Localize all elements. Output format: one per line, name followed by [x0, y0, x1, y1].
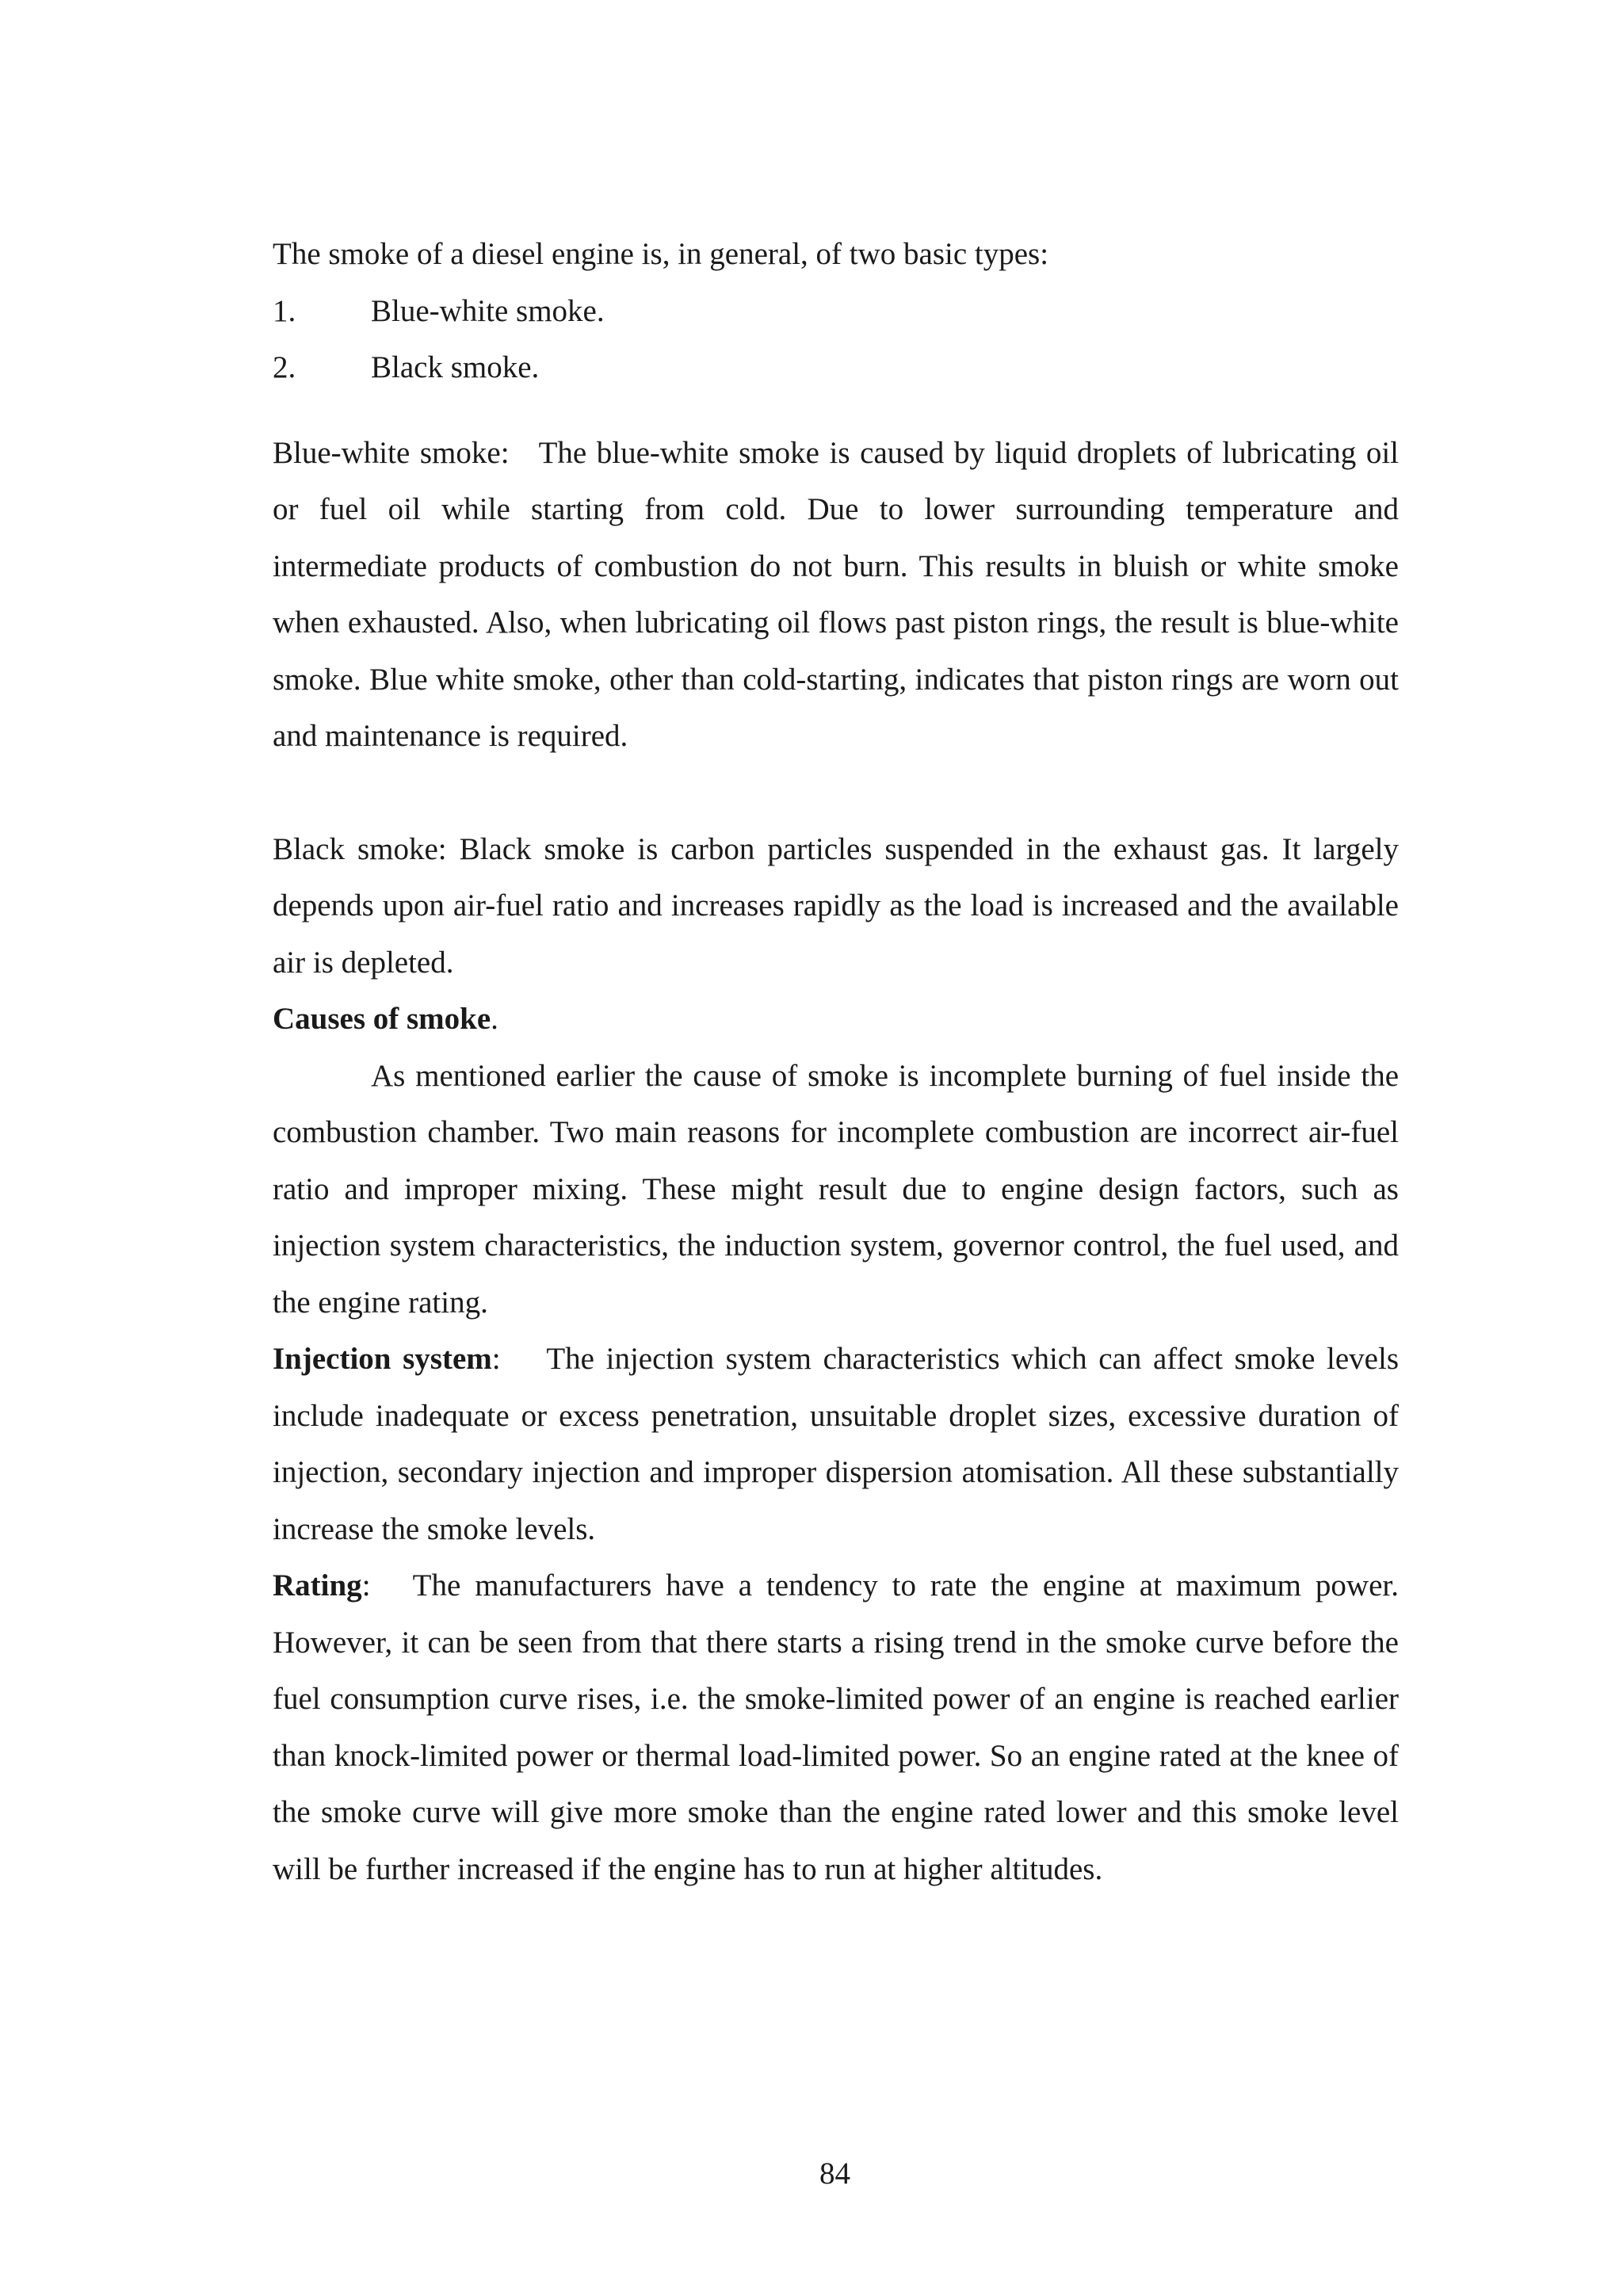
blue-white-smoke-heading: Blue-white smoke:	[273, 435, 510, 470]
blue-white-smoke-text: The blue-white smoke is caused by liquid droplets of lubricating oil or fuel oil while starting from cold. Due to lower surrounding temperature and intermediate products of combustion do not burn. This results in bluish or white smoke when exhausted. Also, when lubricating oil flows past piston rings, the result is blue-white smoke. Blue white smoke, other than cold-starting, indicates that piston rings are worn out and maintenance is required.	[273, 435, 1399, 753]
causes-heading-period: .	[491, 1002, 498, 1036]
smoke-types-list	[273, 283, 1399, 396]
page-number: 84	[819, 2157, 850, 2191]
page-body	[273, 226, 1399, 1897]
injection-system-text: The injection system characteristics which can affect smoke levels include inadequate or excess penetration, unsuitable droplet sizes, excessive duration of injection, secondary injection and improper dispersion atomisation. All these substantially increase the smoke levels.	[273, 1342, 1400, 1546]
black-smoke-paragraph	[273, 821, 1399, 991]
list-label: Black smoke.	[371, 350, 540, 384]
rating-paragraph	[273, 1557, 1399, 1897]
black-smoke-heading: Black smoke:	[273, 831, 447, 866]
list-number: 1.	[273, 293, 296, 328]
rating-colon: :	[361, 1568, 371, 1603]
causes-heading-line	[273, 991, 1399, 1048]
injection-system-colon: :	[491, 1342, 501, 1376]
rating-text: The manufacturers have a tendency to rate the engine at maximum power. However, it can be seen from that there starts a rising trend in the smoke curve before the fuel consumption curve rises, i.e. the smoke-limited power of an engine is reached earlier than knock-limited power or thermal load-limited power. So an engine rated at the knee of the smoke curve will give more smoke than the engine rated lower and this smoke level will be further increased if the engine has to run at higher altitudes.	[273, 1568, 1399, 1886]
list-label: Blue-white smoke.	[371, 293, 605, 328]
causes-heading: Causes of smoke	[273, 1002, 491, 1036]
rating-heading: Rating	[273, 1568, 362, 1603]
list-item	[273, 339, 1399, 396]
intro-text: The smoke of a diesel engine is, in general, of two basic types:	[273, 237, 1049, 271]
blue-white-smoke-paragraph	[273, 425, 1399, 765]
causes-paragraph: As mentioned earlier the cause of smoke is incomplete burning of fuel inside the combustion chamber. Two main reasons for incomplete combustion are incorrect air-fuel ratio and improper mixing. These might result due to engine design factors, such as injection system characteristics, the induction system, governor control, the fuel used, and the engine rating.	[273, 1058, 1399, 1320]
list-number: 2.	[273, 350, 296, 384]
black-smoke-text: Black smoke is carbon particles suspended in the exhaust gas. It largely depends upon air-fuel ratio and increases rapidly as the load is increased and the available air is depleted.	[273, 831, 1400, 980]
injection-system-paragraph	[273, 1331, 1399, 1557]
injection-system-heading: Injection system	[273, 1342, 492, 1376]
list-item	[273, 283, 1399, 340]
